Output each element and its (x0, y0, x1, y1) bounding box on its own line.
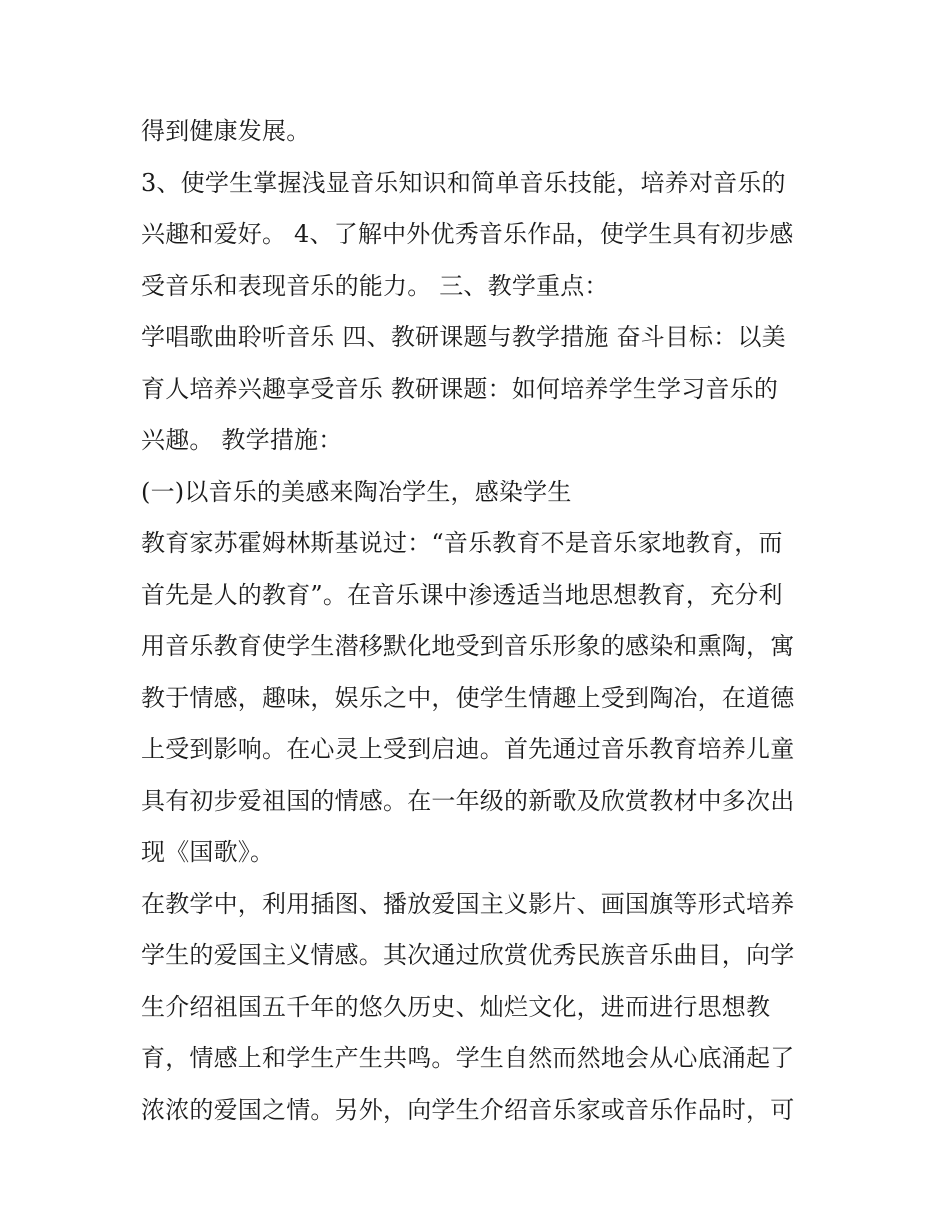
text-line: 教于情感，趣味，娱乐之中，使学生情趣上受到陶冶，在道德 (141, 683, 795, 712)
text-line: 育人培养兴趣享受音乐 教研课题：如何培养学生学习音乐的 (141, 374, 779, 403)
text-line: 兴趣。 教学措施： (141, 426, 343, 454)
text-line: 用音乐教育使学生潜移默化地受到音乐形象的感染和熏陶，寓 (141, 632, 795, 660)
text-line: 育，情感上和学生产生共鸣。学生自然而然地会从心底涌起了 (141, 1044, 795, 1072)
section-heading: (一)以音乐的美感来陶冶学生，感染学生 (141, 477, 572, 506)
text-line: 得到健康发展。 (141, 117, 311, 145)
document-body (141, 106, 821, 1136)
text-line: 首先是人的教育”。在音乐课中渗透适当地思想教育，充分利 (141, 580, 783, 609)
text-line: 具有初步爱祖国的情感。在一年级的新歌及欣赏教材中多次出 (141, 786, 795, 815)
text-line: 学生的爱国主义情感。其次通过欣赏优秀民族音乐曲目，向学 (141, 941, 795, 969)
text-line: 现《国歌》。 (141, 838, 275, 866)
text-line: 兴趣和爱好。 4、了解中外优秀音乐作品，使学生具有初步感 (141, 220, 794, 248)
text-line: 受音乐和表现音乐的能力。 三、教学重点： (141, 271, 609, 300)
text-line: 生介绍祖国五千年的悠久历史、灿烂文化，进而进行思想教 (141, 992, 771, 1021)
text-line: 3、使学生掌握浅显音乐知识和简单音乐技能，培养对音乐的 (141, 168, 786, 197)
text-line: 学唱歌曲聆听音乐 四、教研课题与教学措施 奋斗目标：以美 (141, 323, 786, 351)
text-line: 教育家苏霍姆林斯基说过：“音乐教育不是音乐家地教育，而 (141, 529, 783, 557)
text-line: 浓浓的爱国之情。另外，向学生介绍音乐家或音乐作品时，可 (141, 1095, 795, 1124)
text-line: 上受到影响。在心灵上受到启迪。首先通过音乐教育培养儿童 (141, 735, 795, 763)
text-line: 在教学中，利用插图、播放爱国主义影片、画国旗等形式培养 (141, 889, 795, 918)
